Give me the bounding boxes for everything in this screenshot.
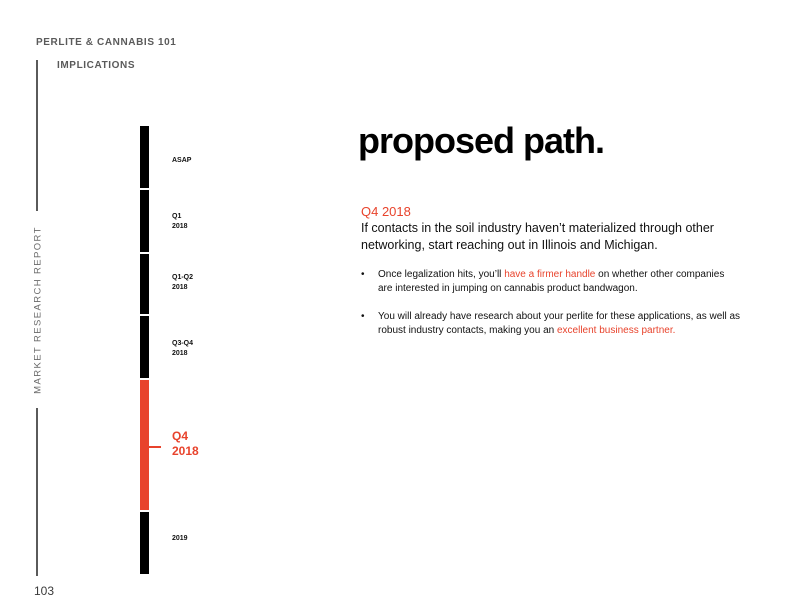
timeline-current-marker: [149, 446, 161, 448]
section-title: IMPLICATIONS: [57, 60, 136, 71]
bullet-text-end: on whether other companies are interested in jumping on cannabis product bandwagon.: [378, 269, 725, 294]
timeline-segment-asap: [140, 126, 149, 188]
timeline-segment-q1-2018: [140, 190, 149, 252]
sidebar-divider-top: [36, 60, 38, 211]
sidebar-divider-bottom: [36, 408, 38, 576]
timeline-segment-q1-q2-2018: [140, 254, 149, 314]
bullet-highlight: have a firmer handle: [504, 269, 596, 280]
list-item: [361, 268, 741, 296]
bullet-text: You will already have research about your perlite for these applications, as well as robust industry contacts, making you an: [378, 311, 741, 336]
report-title: PERLITE & CANNABIS 101: [36, 37, 177, 48]
bullet-marker: •: [361, 311, 365, 322]
bullet-text: Once legalization hits, you’ll: [378, 269, 505, 280]
sidebar-label: MARKET RESEARCH REPORT: [32, 226, 44, 394]
list-item: [361, 310, 741, 338]
period-heading: Q4 2018: [361, 204, 411, 219]
bullet-list: [361, 268, 741, 352]
timeline-bar: [140, 126, 149, 574]
page-heading: proposed path.: [358, 120, 604, 161]
timeline-segment-q3-q4-2018: [140, 316, 149, 378]
bullet-marker: •: [361, 269, 365, 280]
page-number: 103: [34, 584, 55, 598]
bullet-highlight: excellent business partner.: [556, 325, 676, 336]
timeline-label-asap: ASAP: [172, 157, 192, 164]
timeline-label-2019: 2019: [172, 535, 188, 542]
timeline-segment-q4-2018: [140, 380, 149, 510]
timeline-segment-2019: [140, 512, 149, 574]
timeline-label-q1-2018: Q1 2018: [172, 213, 188, 230]
timeline-label-q3-q4-2018: Q3-Q4 2018: [172, 340, 194, 357]
timeline-label-q4-2018: Q4 2018: [172, 429, 199, 458]
timeline-label-q1-q2-2018: Q1-Q2 2018: [172, 274, 194, 291]
intro-paragraph: If contacts in the soil industry haven’t materialized through other networking, start reaching out in Illinois and Michigan.: [361, 221, 714, 252]
